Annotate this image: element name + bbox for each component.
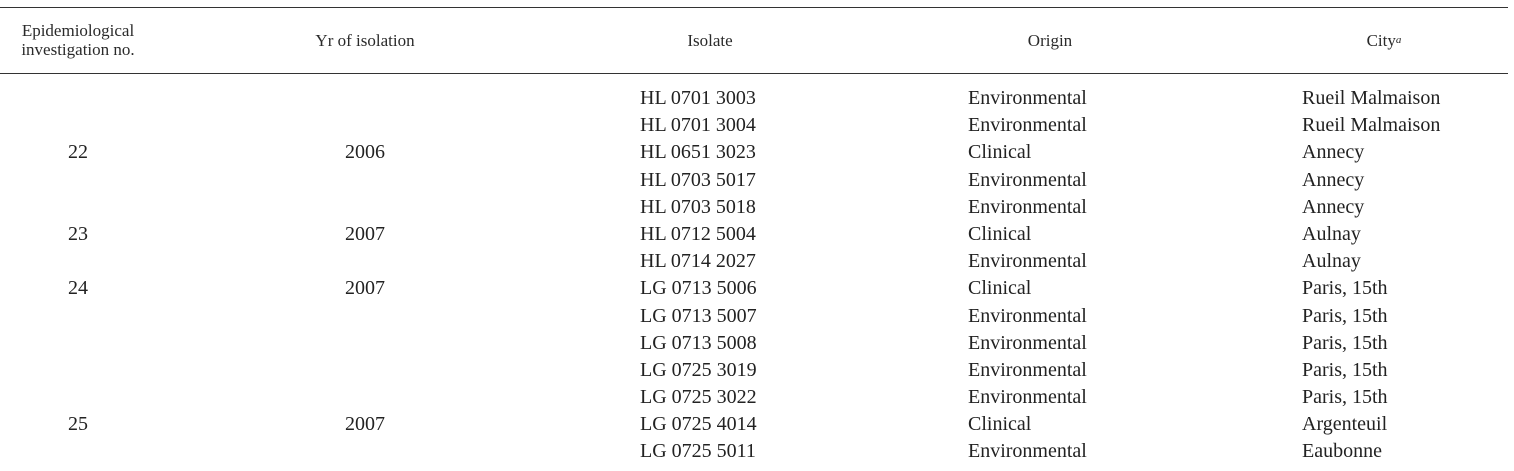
cell-city: Rueil Malmaison [1302, 87, 1441, 109]
cell-origin: Environmental [968, 358, 1087, 381]
cell-isolate: LG 0713 5008 [640, 331, 757, 354]
cell-origin: Environmental [968, 250, 1087, 273]
cell-origin: Environmental [968, 195, 1087, 218]
cell-city: Annecy [1302, 195, 1365, 218]
table-row [0, 167, 1508, 194]
cell-isolate: HL 0712 5004 [640, 222, 756, 245]
cell-origin: Environmental [968, 304, 1087, 327]
table-row [0, 112, 1508, 139]
cell-city: Annecy [1302, 168, 1365, 191]
cell-city: Rueil Malmaison [1302, 114, 1441, 137]
cell-origin: Environmental [968, 87, 1087, 109]
cell-origin: Clinical [968, 222, 1032, 245]
cell-year: 2007 [345, 277, 385, 300]
header-origin-label: Origin [1027, 30, 1073, 50]
cell-city: Aulnay [1302, 250, 1361, 273]
cell-city: Paris, 15th [1302, 304, 1388, 327]
table-row [0, 384, 1508, 411]
table-top-rule [0, 7, 1508, 8]
cell-isolate: HL 0651 3023 [640, 141, 756, 164]
cell-isolate: LG 0725 3019 [640, 358, 757, 381]
cell-isolate: LG 0713 5006 [640, 277, 757, 300]
cell-investigation: 22 [68, 141, 88, 164]
cell-origin: Environmental [968, 386, 1087, 409]
cell-isolate: LG 0725 3022 [640, 386, 757, 409]
table-row [0, 411, 1508, 438]
cell-origin: Environmental [968, 114, 1087, 137]
table-row [0, 303, 1508, 330]
cell-isolate: LG 0725 4014 [640, 413, 757, 436]
table-row [0, 357, 1508, 384]
cell-city: Paris, 15th [1302, 386, 1388, 409]
header-investigation [0, 12, 156, 68]
cell-year: 2007 [345, 413, 385, 436]
table-row [0, 275, 1508, 302]
cell-isolate: HL 0703 5018 [640, 195, 756, 218]
cell-isolate: LG 0725 5011 [640, 440, 756, 463]
cell-city: Paris, 15th [1302, 358, 1388, 381]
table-row [0, 248, 1508, 275]
cell-origin: Environmental [968, 331, 1087, 354]
cell-year: 2007 [345, 222, 385, 245]
cell-investigation: 25 [68, 413, 88, 436]
table-row [0, 139, 1508, 166]
table-header-rule [0, 73, 1508, 74]
cell-isolate: HL 0701 3003 [640, 87, 756, 109]
cell-city: Annecy [1302, 141, 1365, 164]
table-row [0, 85, 1508, 112]
cell-isolate: LG 0713 5007 [640, 304, 757, 327]
cell-city: Paris, 15th [1302, 277, 1388, 300]
cell-city: Paris, 15th [1302, 331, 1388, 354]
header-city-label: City [1366, 30, 1396, 50]
cell-investigation: 23 [68, 222, 88, 245]
cell-origin: Environmental [968, 168, 1087, 191]
cell-city: Aulnay [1302, 222, 1361, 245]
cell-isolate: HL 0703 5017 [640, 168, 756, 191]
header-city: City a [1366, 30, 1402, 50]
cell-origin: Clinical [968, 141, 1032, 164]
header-year-label: Yr of isolation [315, 30, 415, 50]
cell-year: 2006 [345, 141, 385, 164]
cell-city: Eaubonne [1302, 440, 1382, 463]
cell-investigation: 24 [68, 277, 88, 300]
header-isolate-label: Isolate [687, 30, 733, 50]
cell-origin: Environmental [968, 440, 1087, 463]
cell-origin: Clinical [968, 413, 1032, 436]
header-origin [900, 12, 1200, 68]
table-row [0, 438, 1508, 465]
cell-isolate: HL 0714 2027 [640, 250, 756, 273]
cell-city: Argenteuil [1302, 413, 1388, 436]
header-isolate [590, 12, 830, 68]
header-year [240, 12, 490, 68]
cell-origin: Clinical [968, 277, 1032, 300]
table-body [0, 85, 1508, 466]
table-row [0, 194, 1508, 221]
table-row [0, 330, 1508, 357]
header-investigation-label: Epidemiological investigation no. [21, 21, 135, 59]
table-row [0, 221, 1508, 248]
cell-isolate: HL 0701 3004 [640, 114, 756, 137]
